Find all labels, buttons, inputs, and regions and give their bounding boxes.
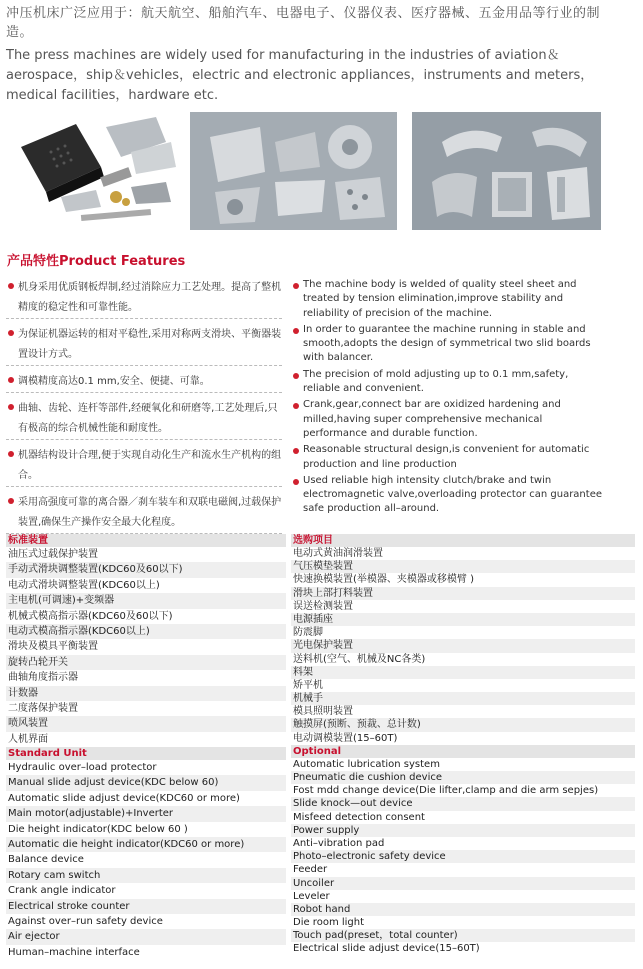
spec-row: 模具照明装置 bbox=[293, 706, 353, 718]
feature-item: In order to guarantee the machine running in stable and smooth,adopts the design of symmetrical two slid boards with balancer. bbox=[291, 323, 606, 366]
spec-row: Electrical stroke counter bbox=[6, 899, 286, 914]
spec-row: 电动式黄油润滑装置 bbox=[293, 548, 383, 559]
product-photo-parts-3 bbox=[412, 112, 601, 230]
bullet-dot-icon bbox=[293, 328, 299, 334]
feature-item: 为保证机器运转的相对平稳性,采用对称两支滑块、平衡器装置设计方式。 bbox=[6, 325, 282, 366]
spec-row: 防震脚 bbox=[293, 627, 323, 639]
spec-row: Leveler bbox=[293, 890, 330, 902]
feature-item: Reasonable structural design,is convenient for automatic production and line production bbox=[291, 443, 606, 472]
spec-row: 误送检测装置 bbox=[293, 600, 353, 612]
bullet-dot-icon bbox=[293, 373, 299, 379]
feature-item: The machine body is welded of quality steel sheet and treated by tension elimination,improve stability and reliability of precision of the machine. bbox=[291, 278, 606, 321]
bullet-dot-icon bbox=[293, 283, 299, 289]
spec-row: Automatic lubrication system bbox=[293, 758, 440, 770]
spec-row: 油压式过载保护装置 bbox=[8, 549, 98, 560]
spec-row: Misfeed detection consent bbox=[293, 811, 425, 823]
spec-row: Automatic die height indicator(KDC60 or more) bbox=[6, 837, 286, 852]
spec-row: Automatic slide adjust device(KDC60 or more) bbox=[8, 792, 240, 804]
feature-item: 采用高强度可靠的离合器／刹车装车和双联电磁阀,过载保护装置,确保生产操作安全最大化程度。 bbox=[6, 493, 282, 534]
feature-item: 机身采用优质钢板焊制,经过消除应力工艺处理。提高了整机精度的稳定性和可靠性能。 bbox=[6, 278, 282, 319]
spec-row: 光电保护装置 bbox=[291, 639, 635, 652]
spec-row: 二度落保护装置 bbox=[8, 702, 78, 714]
standard-unit-table bbox=[6, 534, 286, 960]
spec-row: Air ejector bbox=[6, 929, 286, 944]
bullet-dot-icon bbox=[8, 283, 14, 289]
bullet-dot-icon bbox=[8, 330, 14, 336]
spec-row: 送料机(空气、机械及NC各类) bbox=[293, 653, 426, 665]
spec-row: Photo–electronic safety device bbox=[291, 850, 635, 863]
spec-row: 喷风装置 bbox=[6, 716, 286, 731]
spec-row: 电动式模高指示器(KDC60以上) bbox=[6, 624, 286, 639]
spec-row: 计数器 bbox=[6, 686, 286, 701]
spec-row: Die room light bbox=[293, 917, 365, 929]
standard-title-en: Standard Unit bbox=[6, 747, 286, 760]
spec-row: 矫平机 bbox=[293, 679, 323, 691]
optional-title-cn: 选购项目 bbox=[291, 534, 635, 547]
bullet-dot-icon bbox=[293, 448, 299, 454]
spec-row: 电动调模装置(15–60T) bbox=[293, 732, 398, 744]
spec-row: 手动式滑块调整装置(KDC60及60以下) bbox=[6, 562, 286, 577]
feature-item: 机器结构设计合理,便于实现自动化生产和流水生产机构的组合。 bbox=[6, 446, 282, 487]
spec-row: 人机界面 bbox=[8, 733, 48, 745]
spec-row: 曲轴角度指示器 bbox=[8, 672, 78, 684]
spec-row: Balance device bbox=[8, 854, 84, 866]
feature-item: 曲轴、齿轮、连杆等部件,经硬氧化和研磨等,工艺处理后,只有极高的综合机械性能和耐度性。 bbox=[6, 399, 282, 440]
bullet-dot-icon bbox=[293, 403, 299, 409]
spec-row: 快速换模装置(举模器、夹模器或移模臂 ) bbox=[293, 574, 474, 586]
spec-row: Anti–vibration pad bbox=[293, 837, 385, 849]
bullet-dot-icon bbox=[8, 404, 14, 410]
product-photo-parts-2 bbox=[190, 112, 397, 230]
spec-row: 主电机(可调速)+变频器 bbox=[6, 593, 286, 608]
spec-row: 气压模垫装置 bbox=[291, 560, 635, 573]
feature-item: The precision of mold adjusting up to 0.1 mm,safety, reliable and convenient. bbox=[291, 368, 606, 397]
spec-row: Manual slide adjust device(KDC below 60) bbox=[6, 775, 286, 790]
spec-row: 料架 bbox=[291, 666, 635, 679]
feature-item: 调模精度高达0.1 mm,安全、便捷、可靠。 bbox=[6, 372, 282, 393]
spec-row: Against over–run safety device bbox=[8, 915, 163, 927]
spec-row: 滑块上部打料装置 bbox=[291, 587, 635, 600]
spec-row: Crank angle indicator bbox=[8, 885, 116, 897]
spec-row: 机械式模高指示器(KDC60及60以下) bbox=[8, 610, 173, 622]
optional-table bbox=[291, 534, 635, 956]
spec-row: Uncoiler bbox=[291, 877, 635, 890]
features-list-english bbox=[291, 278, 606, 519]
spec-row: 电动式滑块调整装置(KDC60以上) bbox=[8, 579, 160, 591]
spec-row: Rotary cam switch bbox=[6, 868, 286, 883]
spec-row: Human–machine interface bbox=[8, 946, 140, 958]
spec-row: Die height indicator(KDC below 60 ) bbox=[8, 823, 188, 835]
spec-row: 滑块及模具平衡装置 bbox=[8, 641, 98, 653]
bullet-dot-icon bbox=[8, 498, 14, 504]
feature-item: Used reliable high intensity clutch/brake and twin electromagnetic valve,overloading protector can guarantee safe production all–around. bbox=[291, 474, 606, 517]
spec-row: 机械手 bbox=[291, 692, 635, 705]
spec-row: Slide knock—out device bbox=[291, 797, 635, 810]
bullet-dot-icon bbox=[293, 479, 299, 485]
spec-row: 电源插座 bbox=[291, 613, 635, 626]
spec-row: Pneumatic die cushion device bbox=[291, 771, 635, 784]
spec-row: Hydraulic over–load protector bbox=[8, 762, 157, 774]
spec-row: Feeder bbox=[293, 864, 328, 876]
intro-chinese: 冲压机床广泛应用于：航天航空、船舶汽车、电器电子、仪器仪表、医疗器械、五金用品等行业的制造。 bbox=[6, 6, 601, 40]
spec-row: Main motor(adjustable)+Inverter bbox=[6, 806, 286, 821]
feature-item: Crank,gear,connect bar are oxidized hardening and milled,having super comprehensive mechanical performance and durable function. bbox=[291, 398, 606, 441]
optional-title-en: Optional bbox=[291, 745, 635, 758]
spec-row: 旋转凸轮开关 bbox=[6, 655, 286, 670]
spec-row: Fost mdd change device(Die lifter,clamp and die arm sepjes) bbox=[293, 785, 599, 797]
intro-english: The press machines are widely used for manufacturing in the industries of aviation＆aerospace，ship＆vehicles，electric and electronic appliances，instruments and meters，medical facilities，hardware etc. bbox=[6, 48, 594, 103]
standard-title-cn: 标准装置 bbox=[6, 534, 286, 547]
features-title: 产品特性Product Features bbox=[7, 254, 186, 269]
spec-row: Power supply bbox=[291, 824, 635, 837]
spec-row: Touch pad(preset，total counter) bbox=[291, 929, 635, 942]
spec-row: Robot hand bbox=[291, 903, 635, 916]
spec-row: Electrical slide adjust device(15–60T) bbox=[293, 943, 480, 955]
product-photo-parts-1 bbox=[6, 112, 181, 230]
bullet-dot-icon bbox=[8, 451, 14, 457]
features-list-chinese bbox=[6, 278, 282, 540]
spec-row: 触摸屏(预断、预裁、总计数) bbox=[291, 718, 635, 731]
bullet-dot-icon bbox=[8, 377, 14, 383]
